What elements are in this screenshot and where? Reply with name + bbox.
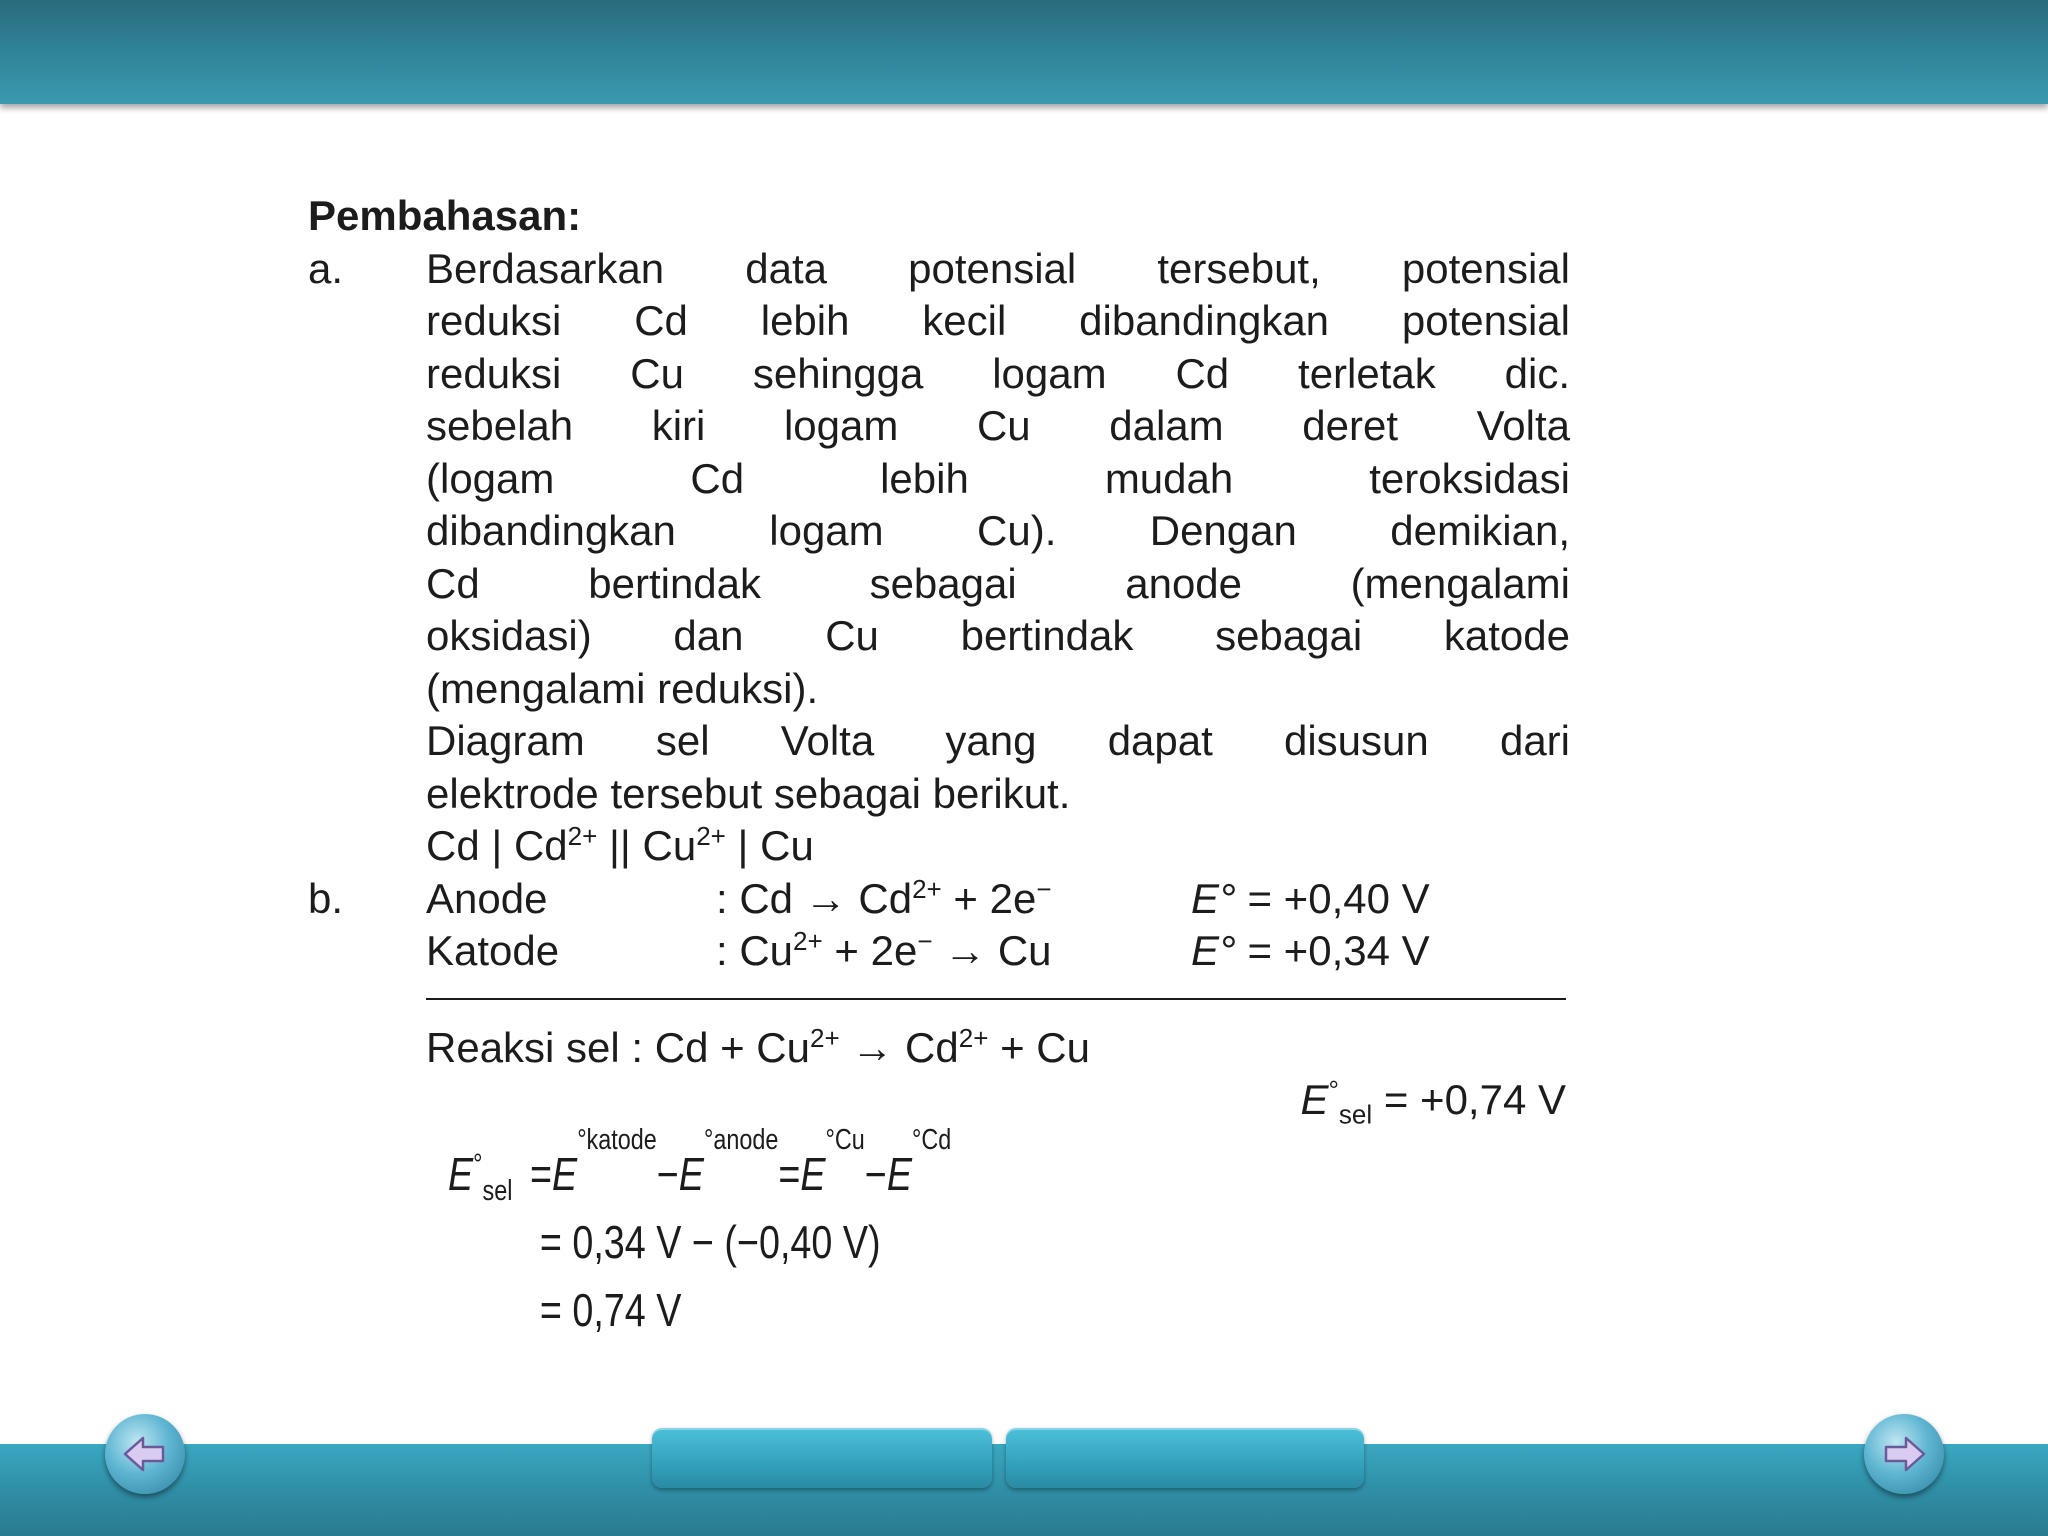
part-a-line-1: Berdasarkan data potensial tersebut, potensial: [426, 244, 1570, 292]
diagram-intro-line-2: elektrode tersebut sebagai berikut.: [426, 769, 1071, 817]
part-a-line-2: reduksi Cd lebih kecil dibandingkan potensial: [426, 297, 1570, 344]
part-a-marker: a.: [308, 244, 344, 292]
previous-button[interactable]: [105, 1414, 185, 1494]
part-a-line-6: dibandingkan logam Cu). Dengan demikian,: [426, 507, 1570, 554]
anode-reaction: [426, 873, 1570, 926]
top-banner: [0, 0, 2048, 104]
nav-tab-1[interactable]: [652, 1428, 992, 1488]
anode-potential: E° = +0,40 V: [1191, 874, 1430, 922]
anode-equation: : $Cd \to Cd^{2+} + 2e^-$: [716, 873, 1052, 922]
solution-content: [308, 190, 1570, 1130]
nav-tab-2[interactable]: [1006, 1428, 1364, 1488]
calc-line-1: $E^\circ_{sel}$ = E ° katode − E ° anode = E ° Cu − E ° Cd: [448, 1124, 952, 1208]
next-button[interactable]: [1864, 1414, 1944, 1494]
cell-potential-calculation: [448, 1124, 952, 1344]
katode-reaction: [426, 925, 1570, 978]
part-a-line-4: sebelah kiri logam Cu dalam deret Volta: [426, 402, 1570, 449]
part-b-marker: b.: [308, 874, 344, 922]
katode-label: Katode: [426, 927, 560, 974]
sum-divider: [426, 998, 1566, 1000]
arrow-right-icon: [1878, 1428, 1930, 1480]
calc-line-2: = 0,34 V − (−0,40 V): [539, 1216, 881, 1268]
part-b: [308, 873, 1570, 1130]
solution-heading: Pembahasan:: [308, 192, 582, 239]
part-a: [308, 243, 1570, 873]
calc-lhs: $E^\circ_{sel}$: [448, 1148, 513, 1208]
part-a-line-7: Cd bertindak sebagai anode (mengalami: [426, 559, 1570, 607]
cell-reaction: Reaksi sel : $Cd + Cu^{2+} \to Cd^{2+} + Cu$: [426, 1022, 1090, 1071]
katode-potential: E° = +0,34 V: [1191, 927, 1430, 974]
part-a-line-9: (mengalami reduksi).: [426, 664, 819, 712]
part-a-line-8: oksidasi) dan Cu bertindak sebagai katode: [426, 612, 1570, 659]
diagram-intro-line-1: Diagram sel Volta yang dapat disusun dari: [426, 717, 1570, 764]
arrow-left-icon: [119, 1428, 171, 1480]
cell-notation: Cd | $Cd^{2+}$ || $Cu^{2+}$ | Cu: [426, 821, 814, 869]
anode-label: Anode: [426, 874, 548, 922]
part-a-line-5: (logam Cd lebih mudah teroksidasi: [426, 454, 1570, 502]
calc-line-3: = 0,74 V: [539, 1284, 682, 1336]
katode-equation: : $Cu^{2+} + 2e^- \to Cu$: [716, 926, 1052, 974]
part-a-line-3: reduksi Cu sehingga logam Cd terletak dic.: [426, 349, 1570, 397]
cell-potential: $E^\circ_{sel} = +0,74$ V: [1300, 1075, 1566, 1130]
